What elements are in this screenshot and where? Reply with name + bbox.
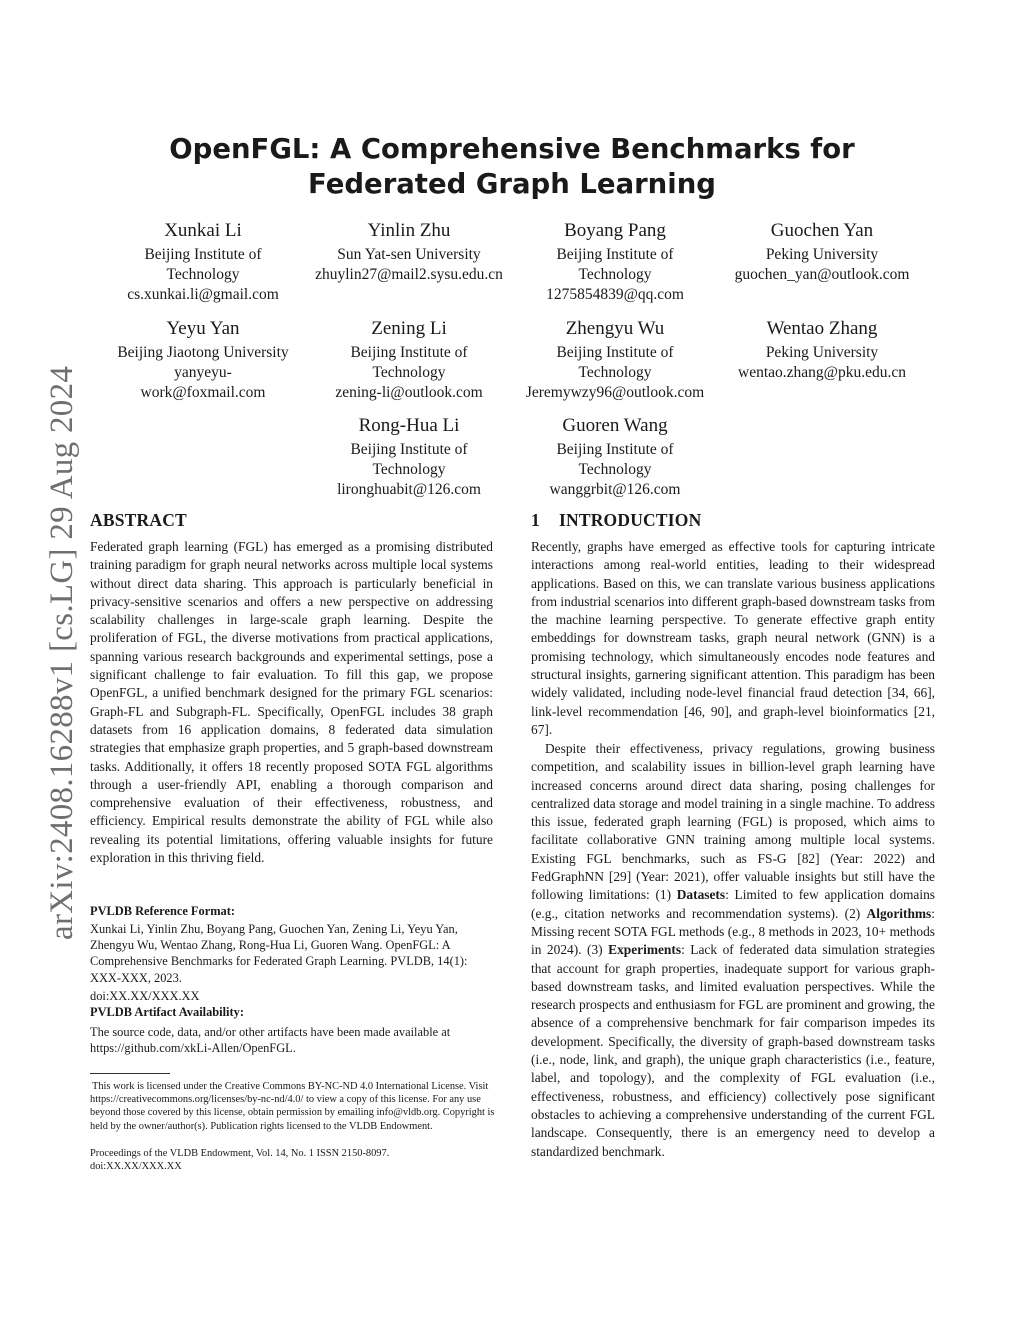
author-email: guochen_yan@outlook.com [734, 266, 910, 283]
author-affiliation: Beijing Jiaotong University [117, 344, 289, 361]
section-title: INTRODUCTION [559, 510, 702, 530]
author-card [289, 317, 529, 403]
author-card [289, 219, 529, 285]
abstract-heading: ABSTRACT [90, 510, 187, 530]
footnote-doi: doi:XX.XX/XXX.XX [90, 1161, 182, 1172]
introduction-heading [531, 510, 701, 531]
author-affiliation: Technology [578, 461, 652, 478]
arxiv-identifier: arXiv:2408.16288v1 [cs.LG] 29 Aug 2024 [44, 365, 80, 940]
pvldb-reference-heading: PVLDB Reference Format: [90, 904, 235, 918]
footnote-proceedings: Proceedings of the VLDB Endowment, Vol. 14, No. 1 ISSN 2150-8097. [90, 1148, 390, 1159]
pvldb-reference-text: Xunkai Li, Yinlin Zhu, Boyang Pang, Guochen Yan, Zening Li, Yeyu Yan, Zhengyu Wu, Wentao Zhang, Rong-Hua Li, Guoren Wang. OpenFGL: A Comprehensive Benchmarks for Federated Graph Learning. PVLDB, 14(1): XXX-XXX, 2023. [90, 922, 468, 985]
keyword-experiments: Experiments [608, 942, 682, 958]
paper-title: OpenFGL: A Comprehensive Benchmarks for Federated Graph Learning [169, 133, 855, 200]
author-affiliation: Beijing Institute of [556, 344, 674, 361]
author-name: Guoren Wang [562, 415, 668, 436]
author-email: wanggrbit@126.com [549, 481, 681, 498]
pvldb-artifact-heading: PVLDB Artifact Availability: [90, 1005, 244, 1019]
author-affiliation: Technology [372, 364, 446, 381]
author-affiliation: Technology [578, 266, 652, 283]
keyword-datasets: Datasets [676, 887, 726, 903]
author-affiliation: Beijing Institute of [350, 441, 468, 458]
author-name: Zhengyu Wu [565, 318, 665, 339]
section-number: 1 [531, 510, 540, 530]
author-card [289, 414, 529, 500]
author-affiliation: Technology [578, 364, 652, 381]
author-name: Yinlin Zhu [367, 220, 451, 241]
author-affiliation: Technology [166, 266, 240, 283]
intro-text: : Lack of federated data simulation strategies that account for graph properties, inadequate support for various graph-based downstream tasks, and limited evaluation perspectives. While the research prospects and enthusiasm for FGL are prominent and growing, the absence of a comprehensive benchmark for fair comparison impedes its development. Specifically, the diversity of graph-based downstream tasks (i.e., node, link, and graph), the unique graph characteristics (i.e., feature, label, and topology), and the complexity of FGL evaluation (i.e., effectiveness, robustness, and efficiency) collectively pose significant obstacles to achieving a comprehensive understanding of the current FGL landscape. Consequently, there is an emergency need to develop a standardized benchmark. [531, 942, 935, 1159]
keyword-algorithms: Algorithms [866, 905, 932, 921]
intro-paragraph-2 [531, 740, 935, 1161]
author-email: wentao.zhang@pku.edu.cn [738, 364, 906, 381]
author-card [83, 219, 323, 305]
author-name: Zening Li [371, 318, 447, 339]
author-card [702, 317, 942, 383]
author-name: Boyang Pang [564, 220, 666, 241]
author-name: Guochen Yan [770, 220, 874, 241]
author-email: zhuylin27@mail2.sysu.edu.cn [315, 266, 503, 283]
author-affiliation: Beijing Institute of [556, 441, 674, 458]
author-card [495, 317, 735, 403]
abstract-text: Federated graph learning (FGL) has emerged as a promising distributed training paradigm for graph neural networks across multiple local systems without direct data sharing. This approach is particularly beneficial in privacy-sensitive scenarios and offers a new perspective on addressing scalability challenges in large-scale graph learning. Despite the proliferation of FGL, the diverse motivations from practical applications, spanning various research backgrounds and experimental settings, pose a significant challenge to fair evaluation. To fill this gap, we propose OpenFGL, a unified benchmark designed for the primary FGL scenarios: Graph-FL and Subgraph-FL. Specifically, OpenFGL includes 38 graph datasets from 16 application domains, 8 federated data simulation strategies that emphasize graph properties, and 5 graph-based downstream tasks. Additionally, it offers 18 recently proposed SOTA FGL algorithms through a user-friendly API, enabling a thorough comparison and comprehensive evaluation of their effectiveness, robustness, and efficiency. Empirical results demonstrate the ability of FGL while also revealing its potential limitations, offering valuable insights for future exploration in this thriving field. [90, 539, 493, 866]
intro-text: Despite their effectiveness, privacy regulations, growing business competition, and scalability issues in billion-level graph learning have increased concerns around direct data sharing, posing challenges for centralized data storage and model training in a single machine. To address this issue, federated graph learning (FGL) is proposed, which aims to facilitate collaborative GNN training among multiple local systems. Existing FGL benchmarks, such as FS-G [82] (Year: 2022) and FedGraphNN [29] (Year: 2021), offer valuable insights but still have the following limitations: (1) [531, 741, 935, 903]
author-affiliation: Peking University [765, 344, 879, 361]
intro-text: : Missing recent SOTA FGL methods (e.g., 8 methods in 2023, 10+ methods in 2024). (3) [531, 905, 935, 958]
author-affiliation: Beijing Institute of [144, 246, 262, 263]
author-email: lironghuabit@126.com [337, 481, 481, 498]
author-email: work@foxmail.com [140, 384, 266, 401]
author-card [495, 219, 735, 305]
author-email: Jeremywzy96@outlook.com [525, 384, 705, 401]
author-block [0, 0, 1024, 510]
author-email: zening-li@outlook.com [335, 384, 483, 401]
pvldb-artifact-text: The source code, data, and/or other artifacts have been made available at https://github.com/xkLi-Allen/OpenFGL. [90, 1025, 451, 1056]
author-email: 1275854839@qq.com [546, 286, 684, 303]
author-email: cs.xunkai.li@gmail.com [127, 286, 279, 303]
pvldb-doi: doi:XX.XX/XXX.XX [90, 989, 200, 1003]
author-affiliation: Beijing Institute of [556, 246, 674, 263]
author-email: yanyeyu- [174, 364, 232, 381]
footnote-rule [90, 1073, 170, 1074]
intro-text: : Limited to few application domains (e.g., citation networks and recommendation systems). (2) [531, 887, 936, 921]
author-card [495, 414, 735, 500]
author-name: Rong-Hua Li [358, 415, 460, 436]
author-affiliation: Peking University [765, 246, 879, 263]
author-card [83, 317, 323, 403]
author-affiliation: Technology [372, 461, 446, 478]
author-affiliation: Beijing Institute of [350, 344, 468, 361]
author-card [702, 219, 942, 285]
author-name: Wentao Zhang [766, 318, 878, 339]
intro-paragraph-1: Recently, graphs have emerged as effective tools for capturing intricate interactions among real-world entities, leading to their widespread applications. Based on this, we can translate various business applications from industrial scenarios into different graph-based downstream tasks from the machine learning perspective. To generate effective graph entity embeddings for downstream tasks, graph neural network (GNN) is a promising technology, which simultaneously encodes node features and structural insights, garnering significant attention. This paradigm has been widely validated, including node-level financial fraud detection [34, 66], link-level recommendation [46, 90], and graph-level bioinformatics [21, 67]. [531, 539, 935, 737]
author-name: Xunkai Li [164, 220, 242, 241]
footnote-license: This work is licensed under the Creative Commons BY-NC-ND 4.0 International License. Visit https://creativecommons.org/licenses/by-nc-nd/4.0/ to view a copy of this license. For any use beyond those covered by this license, obtain permission by emailing info@vldb.org. Copyright is held by the owner/author(s). Publication rights licensed to the VLDB Endowment. [90, 1081, 495, 1132]
author-affiliation: Sun Yat-sen University [337, 246, 481, 263]
author-name: Yeyu Yan [166, 318, 240, 339]
